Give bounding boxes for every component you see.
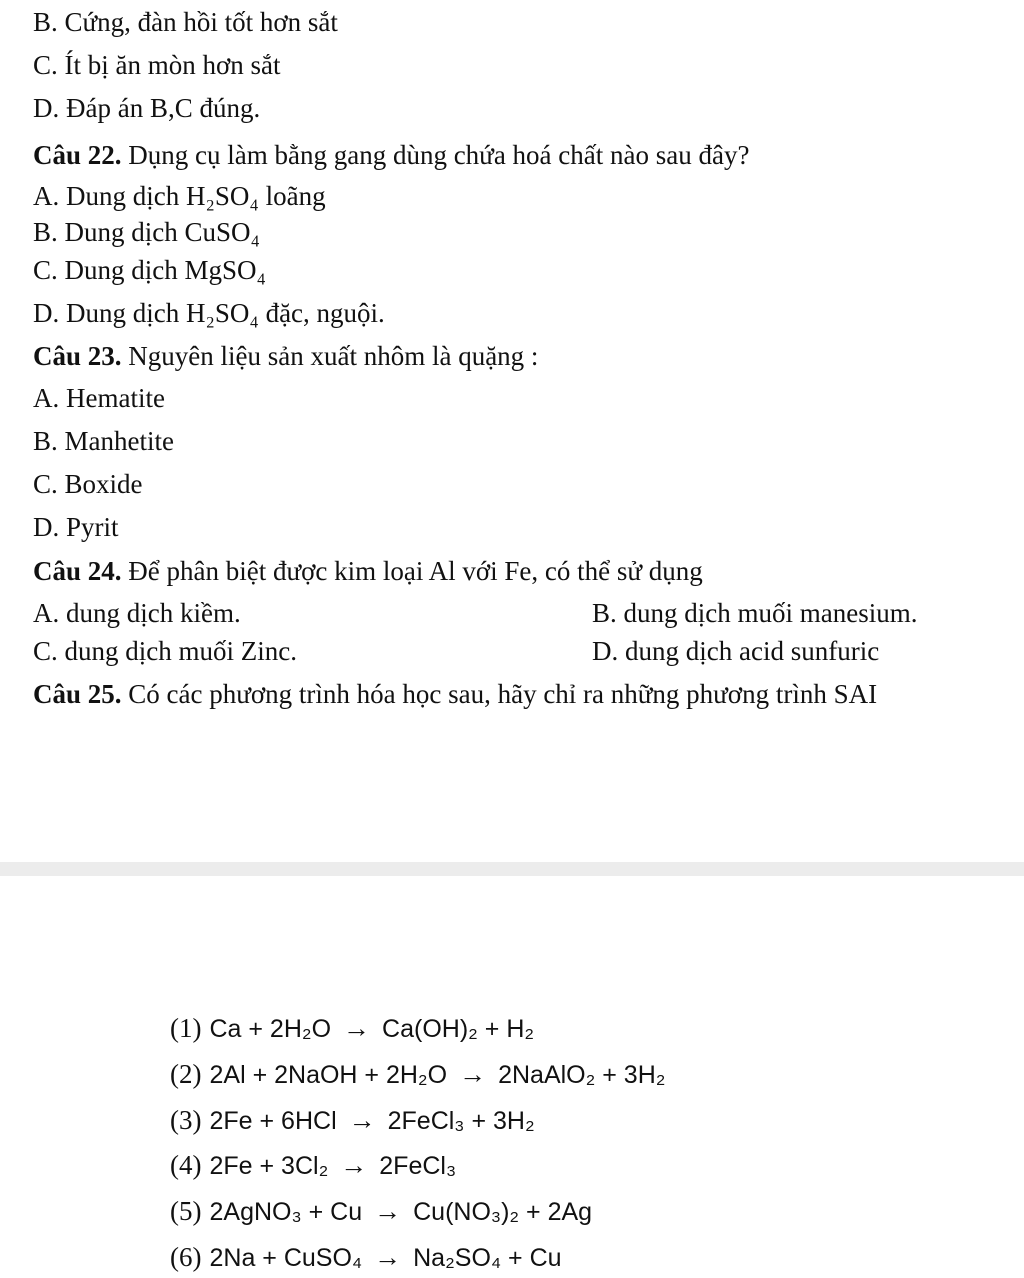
q23-option-d: D. Pyrit [33, 512, 119, 542]
arrow-icon: → [343, 1013, 371, 1043]
equation-4 [170, 1149, 456, 1181]
q24-option-d: D. dung dịch acid sunfuric [592, 636, 880, 666]
q22-option-d-label: D. Dung dịch [33, 298, 186, 328]
q24-option-c: C. dung dịch muối Zinc. [33, 636, 297, 666]
option-c-top: C. Ít bị ăn mòn hơn sắt [33, 50, 281, 80]
arrow-icon: → [374, 1242, 402, 1272]
q22-option-b-label: B. Dung dịch [33, 217, 185, 247]
q22-option-d-suffix: đặc, nguội. [258, 298, 385, 328]
arrow-icon: → [340, 1150, 368, 1180]
equation-4-label: (4) [170, 1150, 202, 1180]
arrow-icon: → [459, 1059, 487, 1089]
page-divider [0, 862, 1024, 876]
equation-3-rhs: 2FeCl₃ + 3H₂ [387, 1107, 535, 1135]
q23-option-c: C. Boxide [33, 469, 143, 499]
arrow-icon: → [374, 1196, 402, 1226]
equation-3 [170, 1104, 535, 1136]
q22-option-c-label: C. Dung dịch [33, 255, 185, 285]
q22-option-c [33, 254, 266, 286]
question-25-text: Có các phương trình hóa học sau, hãy chỉ ra những phương trình SAI [121, 679, 878, 709]
q22-option-d [33, 297, 385, 329]
question-22-number: Câu 22. [33, 140, 122, 170]
equation-2 [170, 1058, 665, 1090]
option-b-top: B. Cứng, đàn hồi tốt hơn sắt [33, 7, 338, 37]
equation-1-label: (1) [170, 1013, 202, 1043]
equation-2-label: (2) [170, 1059, 202, 1089]
equation-3-label: (3) [170, 1105, 202, 1135]
question-23-number: Câu 23. [33, 341, 122, 371]
option-d-top: D. Đáp án B,C đúng. [33, 93, 261, 123]
equation-5-rhs: Cu(NO₃)₂ + 2Ag [413, 1198, 593, 1226]
equation-5-label: (5) [170, 1196, 202, 1226]
equation-1 [170, 1012, 534, 1044]
q22-option-b [33, 216, 260, 248]
q24-option-a: A. dung dịch kiềm. [33, 598, 241, 628]
arrow-icon: → [348, 1105, 376, 1135]
equation-6 [170, 1241, 562, 1273]
equation-3-lhs: 2Fe + 6HCl [209, 1107, 337, 1135]
q22-option-a-suffix: loãng [258, 181, 326, 211]
q22-option-a-formula: H₂SO₄ [185, 181, 259, 211]
equation-5 [170, 1195, 592, 1227]
q22-option-a-label: A. Dung dịch [33, 181, 186, 211]
equation-6-label: (6) [170, 1242, 202, 1272]
question-25 [33, 678, 877, 710]
question-23-text: Nguyên liệu sản xuất nhôm là quặng : [121, 341, 539, 371]
q23-option-b: B. Manhetite [33, 426, 174, 456]
q22-option-b-formula: CuSO₄ [184, 217, 260, 247]
q24-option-b: B. dung dịch muối manesium. [592, 598, 918, 628]
equation-1-rhs: Ca(OH)₂ + H₂ [382, 1015, 535, 1043]
equation-1-lhs: Ca + 2H₂O [209, 1015, 332, 1043]
equation-6-rhs: Na₂SO₄ + Cu [413, 1244, 562, 1272]
question-22-text: Dụng cụ làm bằng gang dùng chứa hoá chất nào sau đây? [121, 140, 750, 170]
question-24 [33, 555, 703, 587]
question-25-number: Câu 25. [33, 679, 122, 709]
q22-option-c-formula: MgSO₄ [184, 255, 266, 285]
equation-2-rhs: 2NaAlO₂ + 3H₂ [498, 1061, 666, 1089]
equation-6-lhs: 2Na + CuSO₄ [209, 1244, 363, 1272]
equation-5-lhs: 2AgNO₃ + Cu [209, 1198, 363, 1226]
question-24-number: Câu 24. [33, 556, 122, 586]
question-22 [33, 139, 749, 171]
q23-option-a: A. Hematite [33, 383, 165, 413]
q22-option-d-formula: H₂SO₄ [185, 298, 259, 328]
q22-option-a [33, 180, 326, 212]
equation-4-rhs: 2FeCl₃ [379, 1152, 457, 1180]
equation-2-lhs: 2Al + 2NaOH + 2H₂O [209, 1061, 448, 1089]
question-24-text: Để phân biệt được kim loại Al với Fe, có thể sử dụng [121, 556, 703, 586]
question-23 [33, 340, 538, 372]
equation-4-lhs: 2Fe + 3Cl₂ [209, 1152, 329, 1180]
